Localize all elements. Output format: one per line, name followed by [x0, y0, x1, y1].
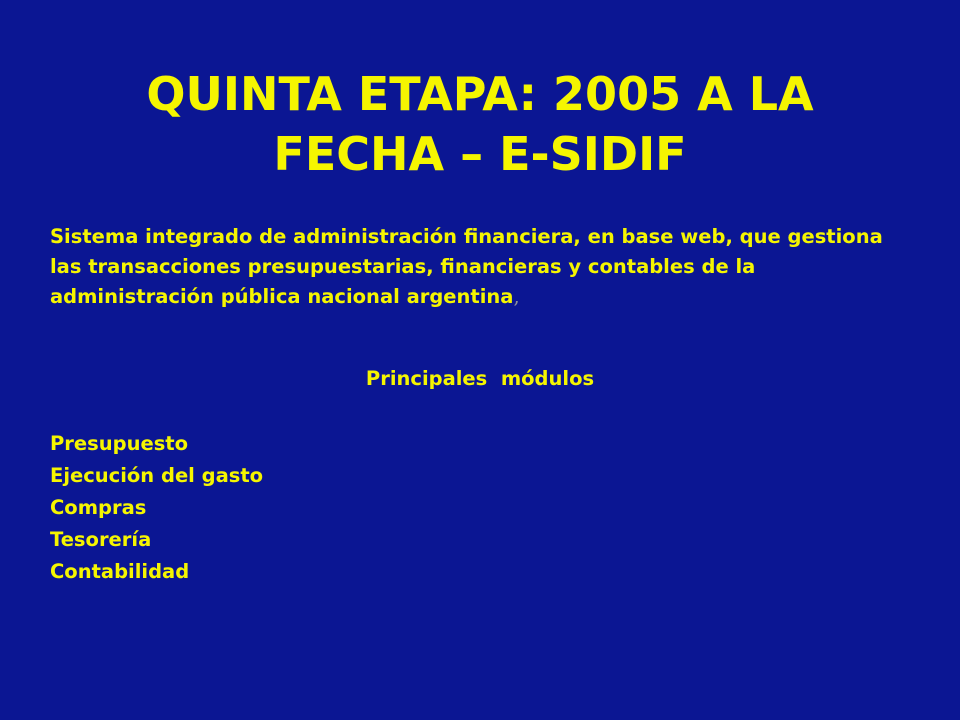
modules-list: [50, 428, 263, 588]
module-item-compras: Compras: [50, 496, 147, 519]
description-trailing-comma: ,: [513, 285, 520, 308]
module-item-presupuesto: Presupuesto: [50, 432, 189, 455]
description-text: Sistema integrado de administración financiera, en base web, que gestiona las transacciones presupuestarias, financieras y contables de la administración pública nacional argentina: [50, 225, 883, 308]
module-item-tesoreria: Tesorería: [50, 528, 152, 551]
slide-title: QUINTA ETAPA: 2005 A LA FECHA – E-SIDIF: [146, 67, 814, 181]
module-item-ejecucion-del-gasto: Ejecución del gasto: [50, 464, 264, 487]
module-item-contabilidad: Contabilidad: [50, 560, 190, 583]
slide-description: [50, 222, 910, 312]
modules-heading: Principales módulos: [365, 367, 595, 390]
